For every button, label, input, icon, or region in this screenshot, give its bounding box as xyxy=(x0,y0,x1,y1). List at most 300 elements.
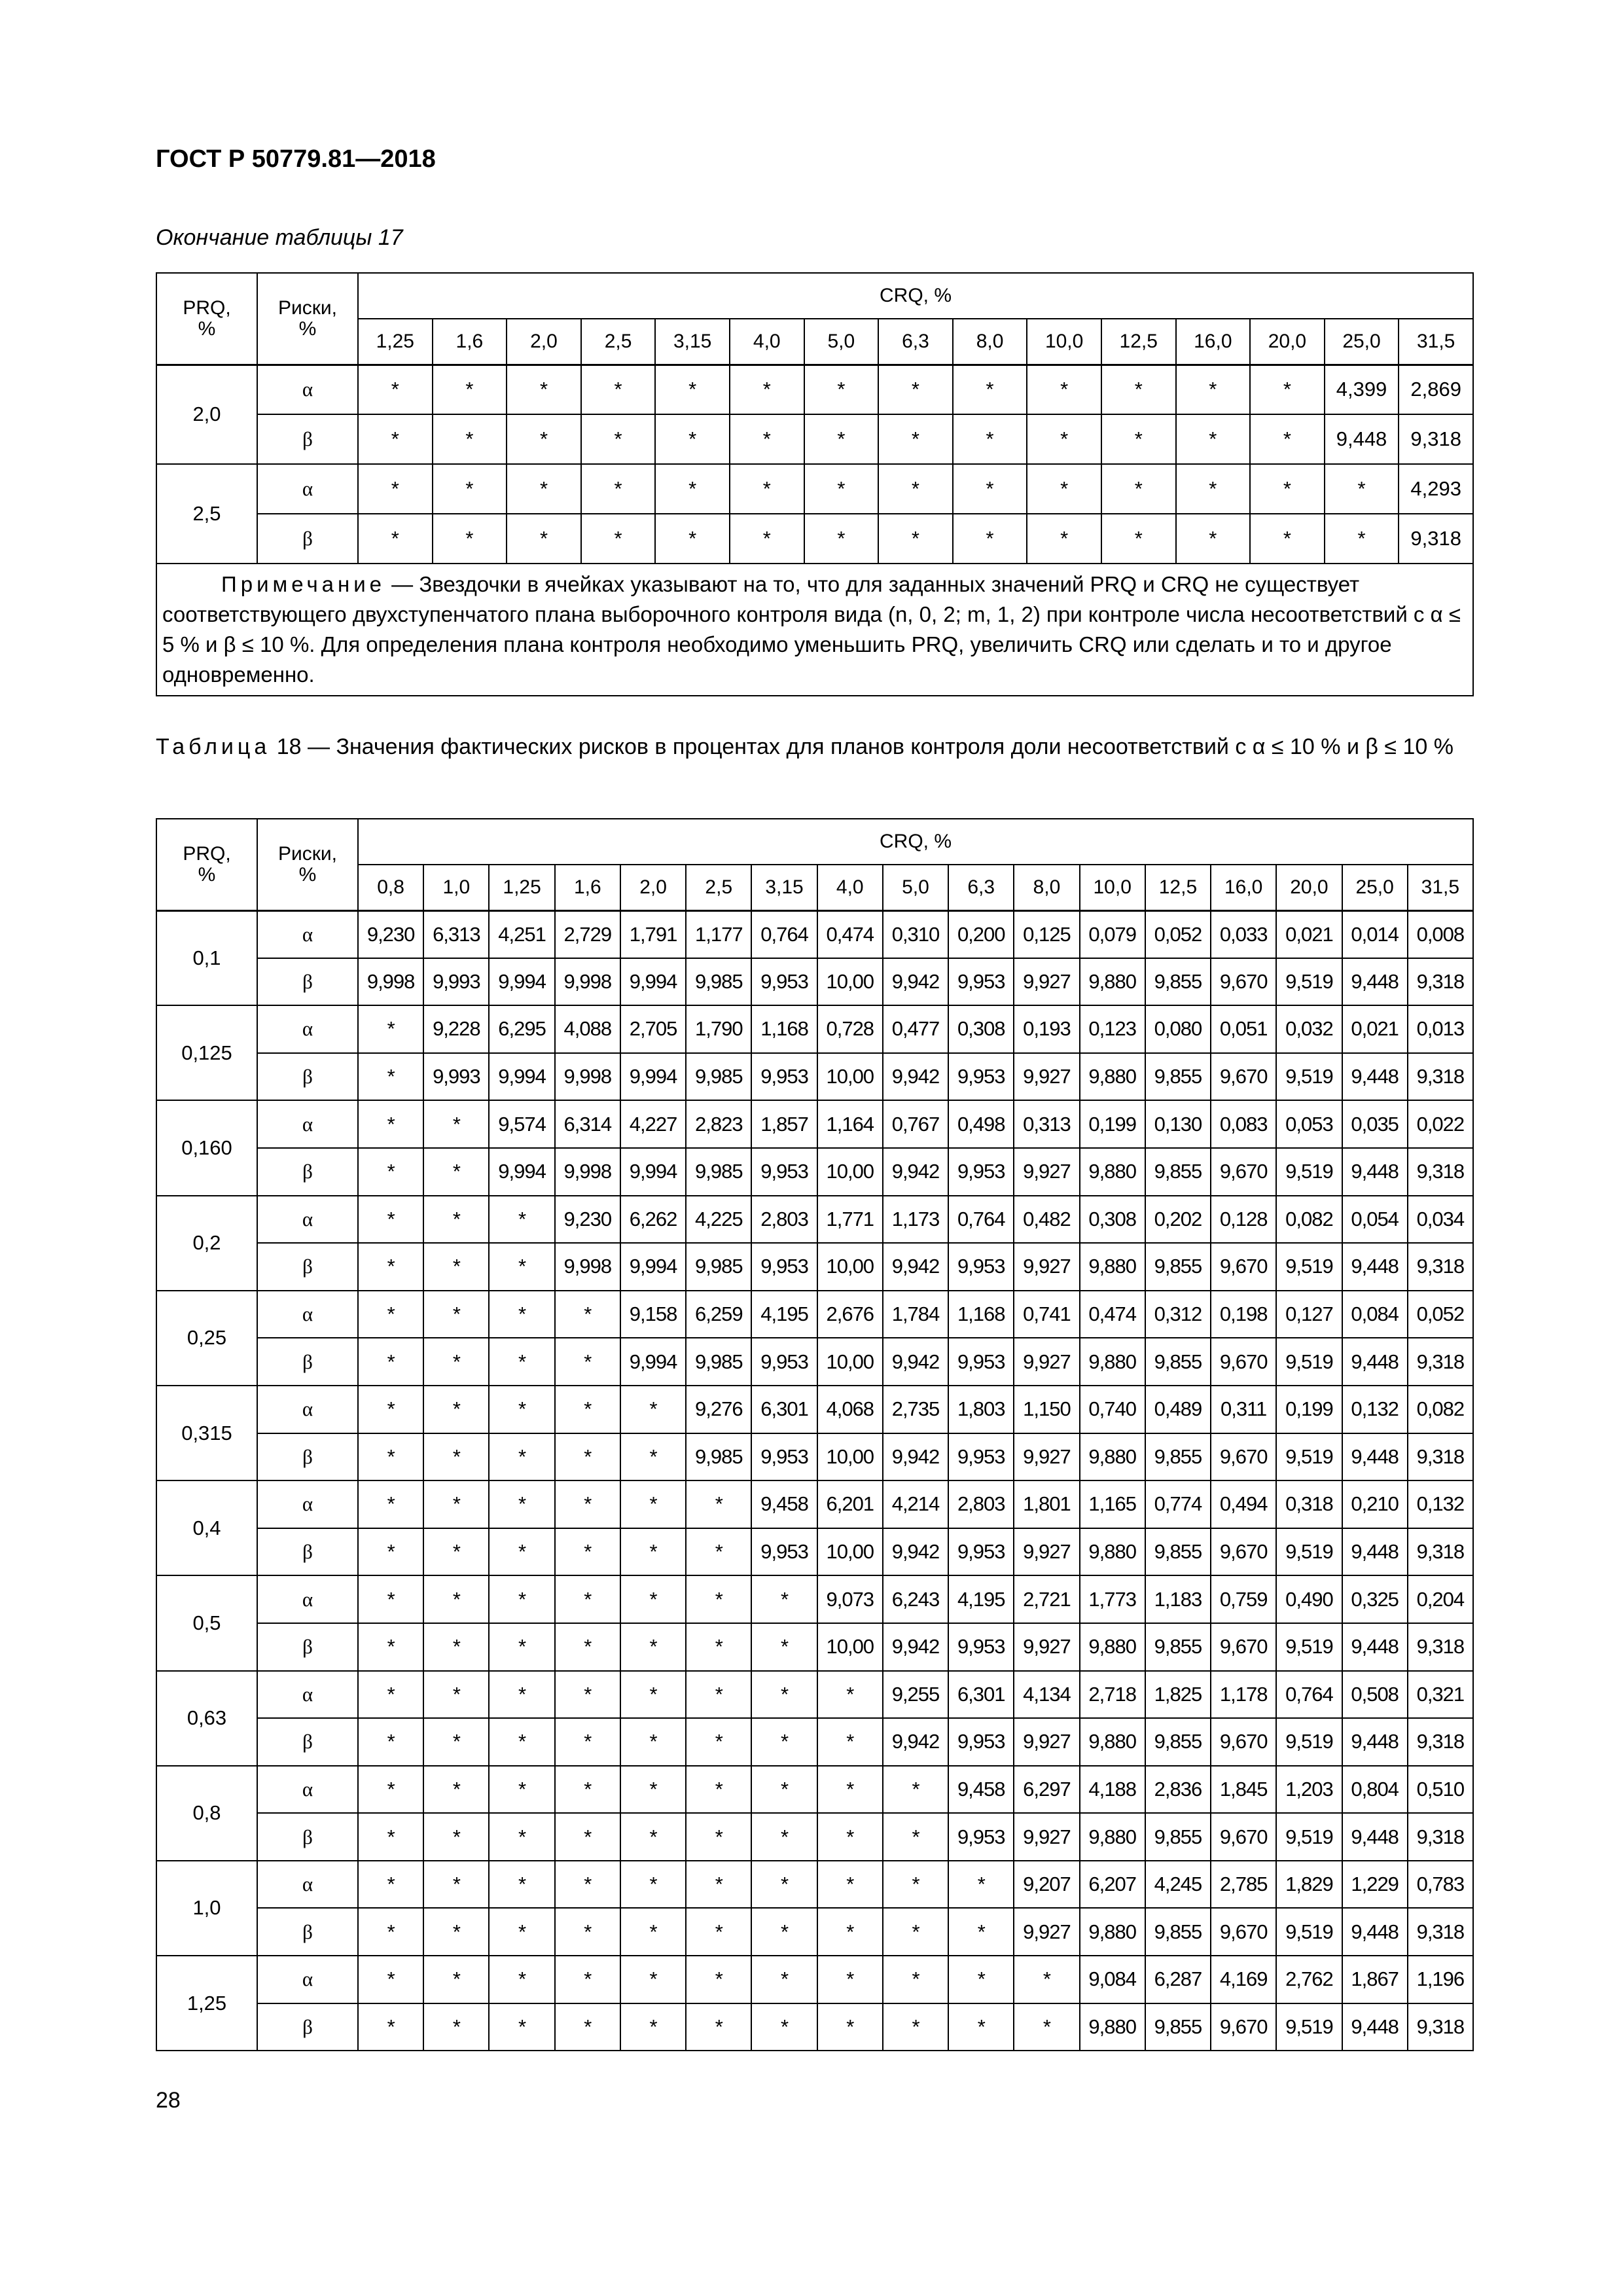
value-cell: * xyxy=(1176,514,1251,564)
value-cell: * xyxy=(620,1718,686,1766)
value-cell: 0,308 xyxy=(1080,1196,1145,1244)
value-cell: * xyxy=(686,1623,751,1671)
value-cell: * xyxy=(948,1861,1014,1909)
value-cell: * xyxy=(1101,514,1176,564)
alpha-label: α xyxy=(257,464,358,514)
table-row xyxy=(156,1480,1473,1528)
value-cell: * xyxy=(620,1528,686,1576)
value-cell: 9,998 xyxy=(555,1243,620,1291)
value-cell: 1,784 xyxy=(883,1291,948,1338)
value-cell: 6,301 xyxy=(948,1671,1014,1719)
value-cell: 9,519 xyxy=(1276,958,1342,1006)
value-cell: 9,953 xyxy=(948,1148,1014,1196)
beta-label: β xyxy=(257,514,358,564)
value-cell: 0,783 xyxy=(1408,1861,1473,1909)
value-cell: 9,985 xyxy=(686,1243,751,1291)
value-cell: 9,670 xyxy=(1211,1718,1276,1766)
value-cell: 0,022 xyxy=(1408,1100,1473,1148)
value-cell: 0,052 xyxy=(1145,910,1211,958)
value-cell: 9,230 xyxy=(358,910,423,958)
value-cell: * xyxy=(489,1671,554,1719)
value-cell: * xyxy=(655,464,730,514)
value-cell: * xyxy=(817,1671,883,1719)
value-cell: 4,293 xyxy=(1399,464,1473,514)
value-cell: 0,764 xyxy=(751,910,817,958)
header-row xyxy=(156,819,1473,865)
value-cell: 0,318 xyxy=(1276,1480,1342,1528)
value-cell: 9,880 xyxy=(1080,2003,1145,2051)
value-cell: 2,803 xyxy=(751,1196,817,1244)
value-cell: 9,985 xyxy=(686,1433,751,1481)
value-cell: * xyxy=(1325,464,1399,514)
value-cell: 9,953 xyxy=(948,1338,1014,1386)
alpha-label: α xyxy=(257,910,358,958)
value-cell: 0,082 xyxy=(1276,1196,1342,1244)
table-row xyxy=(156,1766,1473,1814)
value-cell: 9,855 xyxy=(1145,1528,1211,1576)
value-cell: 1,173 xyxy=(883,1196,948,1244)
value-cell: * xyxy=(489,1196,554,1244)
prq-cell: 2,5 xyxy=(156,464,257,564)
value-cell: * xyxy=(423,1575,489,1623)
beta-label: β xyxy=(257,1243,358,1291)
value-cell: * xyxy=(686,1813,751,1861)
crq-value: 5,0 xyxy=(883,865,948,910)
value-cell: 0,311 xyxy=(1211,1386,1276,1433)
value-cell: 0,490 xyxy=(1276,1575,1342,1623)
value-cell: * xyxy=(423,2003,489,2051)
crq-value: 25,0 xyxy=(1325,319,1399,365)
beta-label: β xyxy=(257,2003,358,2051)
value-cell: * xyxy=(555,1908,620,1956)
crq-value: 0,8 xyxy=(358,865,423,910)
crq-value: 31,5 xyxy=(1399,319,1473,365)
value-cell: * xyxy=(1250,464,1325,514)
value-cell: * xyxy=(620,1480,686,1528)
beta-label: β xyxy=(257,414,358,464)
table-row xyxy=(156,1291,1473,1338)
value-cell: 9,855 xyxy=(1145,1433,1211,1481)
value-cell: * xyxy=(581,365,656,414)
crq-value: 1,6 xyxy=(555,865,620,910)
value-cell: * xyxy=(686,1908,751,1956)
value-cell: * xyxy=(655,514,730,564)
value-cell: 1,857 xyxy=(751,1100,817,1148)
value-cell: 10,00 xyxy=(817,958,883,1006)
value-cell: 9,519 xyxy=(1276,1623,1342,1671)
value-cell: 9,073 xyxy=(817,1575,883,1623)
value-cell: * xyxy=(358,1528,423,1576)
table-row xyxy=(156,365,1473,414)
alpha-label: α xyxy=(257,1480,358,1528)
value-cell: 9,519 xyxy=(1276,1053,1342,1101)
value-cell: 1,168 xyxy=(948,1291,1014,1338)
value-cell: 4,195 xyxy=(751,1291,817,1338)
value-cell: * xyxy=(507,365,581,414)
prq-cell: 1,25 xyxy=(156,1956,257,2051)
value-cell: 9,670 xyxy=(1211,1528,1276,1576)
value-cell: 4,134 xyxy=(1014,1671,1079,1719)
value-cell: 9,953 xyxy=(751,1148,817,1196)
value-cell: * xyxy=(423,1148,489,1196)
value-cell: 0,128 xyxy=(1211,1196,1276,1244)
value-cell: 9,880 xyxy=(1080,1243,1145,1291)
value-cell: * xyxy=(489,1575,554,1623)
value-cell: 0,014 xyxy=(1342,910,1408,958)
crq-value: 1,25 xyxy=(489,865,554,910)
value-cell: 4,251 xyxy=(489,910,554,958)
value-cell: 2,705 xyxy=(620,1005,686,1053)
value-cell: * xyxy=(489,1480,554,1528)
value-cell: 9,318 xyxy=(1408,1243,1473,1291)
value-cell: * xyxy=(686,2003,751,2051)
value-cell: 0,052 xyxy=(1408,1291,1473,1338)
value-cell: 9,994 xyxy=(489,1053,554,1101)
value-cell: 9,855 xyxy=(1145,1243,1211,1291)
value-cell: * xyxy=(358,1956,423,2003)
table-row xyxy=(156,514,1473,564)
value-cell: 1,164 xyxy=(817,1100,883,1148)
value-cell: * xyxy=(433,365,507,414)
value-cell: 9,448 xyxy=(1325,414,1399,464)
value-cell: * xyxy=(358,1908,423,1956)
value-cell: * xyxy=(555,1671,620,1719)
table-row xyxy=(156,1338,1473,1386)
value-cell: 9,448 xyxy=(1342,1243,1408,1291)
value-cell: 1,178 xyxy=(1211,1671,1276,1719)
value-cell: 9,228 xyxy=(423,1005,489,1053)
value-cell: 0,200 xyxy=(948,910,1014,958)
crq-value: 2,0 xyxy=(507,319,581,365)
value-cell: * xyxy=(423,1338,489,1386)
value-cell: 9,084 xyxy=(1080,1956,1145,2003)
value-cell: 0,123 xyxy=(1080,1005,1145,1053)
value-cell: * xyxy=(620,1766,686,1814)
value-cell: * xyxy=(751,1813,817,1861)
value-cell: 1,791 xyxy=(620,910,686,958)
value-cell: 10,00 xyxy=(817,1433,883,1481)
value-cell: 0,764 xyxy=(948,1196,1014,1244)
page-number: 28 xyxy=(156,2088,181,2113)
table-row xyxy=(156,464,1473,514)
value-cell: 9,855 xyxy=(1145,1148,1211,1196)
value-cell: 0,132 xyxy=(1342,1386,1408,1433)
value-cell: 9,519 xyxy=(1276,1243,1342,1291)
value-cell: 9,985 xyxy=(686,1053,751,1101)
value-cell: * xyxy=(1101,414,1176,464)
value-cell: * xyxy=(423,1291,489,1338)
prq-cell: 0,1 xyxy=(156,910,257,1005)
value-cell: * xyxy=(423,1813,489,1861)
value-cell: * xyxy=(751,1861,817,1909)
value-cell: 4,225 xyxy=(686,1196,751,1244)
value-cell: * xyxy=(730,414,804,464)
value-cell: * xyxy=(489,2003,554,2051)
value-cell: 10,00 xyxy=(817,1338,883,1386)
value-cell: 9,993 xyxy=(423,958,489,1006)
value-cell: * xyxy=(423,1956,489,2003)
value-cell: * xyxy=(804,414,879,464)
value-cell: * xyxy=(817,2003,883,2051)
value-cell: 0,759 xyxy=(1211,1575,1276,1623)
value-cell: 10,00 xyxy=(817,1623,883,1671)
value-cell: 9,993 xyxy=(423,1053,489,1101)
value-cell: 9,927 xyxy=(1014,1053,1079,1101)
value-cell: * xyxy=(948,1908,1014,1956)
value-cell: * xyxy=(686,1575,751,1623)
prq-cell: 2,0 xyxy=(156,365,257,464)
value-cell: 9,994 xyxy=(620,1243,686,1291)
crq-value: 6,3 xyxy=(878,319,953,365)
value-cell: 9,318 xyxy=(1408,1053,1473,1101)
value-cell: 9,994 xyxy=(620,1053,686,1101)
value-cell: 9,318 xyxy=(1408,1528,1473,1576)
prq-cell: 0,2 xyxy=(156,1196,257,1291)
value-cell: 9,207 xyxy=(1014,1861,1079,1909)
value-cell: * xyxy=(878,464,953,514)
value-cell: * xyxy=(555,1291,620,1338)
value-cell: * xyxy=(1014,2003,1079,2051)
value-cell: 0,202 xyxy=(1145,1196,1211,1244)
value-cell: 9,953 xyxy=(948,1243,1014,1291)
table-row xyxy=(156,1956,1473,2003)
crq-value: 4,0 xyxy=(730,319,804,365)
value-cell: * xyxy=(953,514,1027,564)
value-cell: 9,670 xyxy=(1211,1433,1276,1481)
value-cell: 9,670 xyxy=(1211,1623,1276,1671)
value-cell: 2,718 xyxy=(1080,1671,1145,1719)
value-cell: 9,953 xyxy=(751,1053,817,1101)
value-cell: * xyxy=(358,1196,423,1244)
crq-value: 4,0 xyxy=(817,865,883,910)
value-cell: * xyxy=(581,514,656,564)
value-cell: * xyxy=(358,1433,423,1481)
value-cell: 9,458 xyxy=(751,1480,817,1528)
value-cell: * xyxy=(620,1575,686,1623)
table-row xyxy=(156,1813,1473,1861)
crq-value: 5,0 xyxy=(804,319,879,365)
value-cell: 4,188 xyxy=(1080,1766,1145,1814)
value-cell: * xyxy=(433,414,507,464)
prq-cell: 0,25 xyxy=(156,1291,257,1386)
value-cell: 1,845 xyxy=(1211,1766,1276,1814)
value-cell: 0,082 xyxy=(1408,1386,1473,1433)
value-cell: 9,927 xyxy=(1014,1623,1079,1671)
value-cell: * xyxy=(423,1528,489,1576)
value-cell: * xyxy=(423,1100,489,1148)
value-cell: 2,729 xyxy=(555,910,620,958)
column-header-risk: Риски, % xyxy=(257,819,358,910)
value-cell: 0,130 xyxy=(1145,1100,1211,1148)
value-cell: * xyxy=(358,2003,423,2051)
value-cell: * xyxy=(953,365,1027,414)
value-cell: 10,00 xyxy=(817,1243,883,1291)
column-header-prq: PRQ, % xyxy=(156,819,257,910)
value-cell: * xyxy=(489,1291,554,1338)
table-row xyxy=(156,1861,1473,1909)
value-cell: 2,803 xyxy=(948,1480,1014,1528)
value-cell: * xyxy=(423,1433,489,1481)
value-cell: 9,953 xyxy=(751,1528,817,1576)
value-cell: * xyxy=(751,1623,817,1671)
value-cell: 9,927 xyxy=(1014,958,1079,1006)
value-cell: * xyxy=(686,1718,751,1766)
value-cell: 9,276 xyxy=(686,1386,751,1433)
value-cell: 9,670 xyxy=(1211,958,1276,1006)
value-cell: 9,670 xyxy=(1211,1908,1276,1956)
value-cell: 9,953 xyxy=(948,1813,1014,1861)
value-cell: 0,079 xyxy=(1080,910,1145,958)
value-cell: * xyxy=(817,1718,883,1766)
value-cell: 9,942 xyxy=(883,1243,948,1291)
value-cell: 0,482 xyxy=(1014,1196,1079,1244)
value-cell: 0,083 xyxy=(1211,1100,1276,1148)
value-cell: 0,740 xyxy=(1080,1386,1145,1433)
value-cell: 10,00 xyxy=(817,1148,883,1196)
value-cell: 0,325 xyxy=(1342,1575,1408,1623)
note-cell xyxy=(156,564,1473,696)
value-cell: 2,676 xyxy=(817,1291,883,1338)
value-cell: 9,998 xyxy=(555,1053,620,1101)
value-cell: 6,295 xyxy=(489,1005,554,1053)
prq-cell: 0,63 xyxy=(156,1671,257,1766)
value-cell: * xyxy=(751,1766,817,1814)
value-cell: * xyxy=(489,1861,554,1909)
column-header-crq: CRQ, % xyxy=(358,819,1473,865)
beta-label: β xyxy=(257,1813,358,1861)
table-row xyxy=(156,1575,1473,1623)
value-cell: * xyxy=(358,365,433,414)
value-cell: 9,942 xyxy=(883,1718,948,1766)
value-cell: 0,021 xyxy=(1342,1005,1408,1053)
value-cell: * xyxy=(1176,414,1251,464)
value-cell: 9,927 xyxy=(1014,1528,1079,1576)
table-row xyxy=(156,958,1473,1006)
value-cell: 6,297 xyxy=(1014,1766,1079,1814)
prq-cell: 0,5 xyxy=(156,1575,257,1670)
value-cell: * xyxy=(423,1623,489,1671)
value-cell: 4,195 xyxy=(948,1575,1014,1623)
value-cell: 9,855 xyxy=(1145,1623,1211,1671)
table-row xyxy=(156,1196,1473,1244)
value-cell: * xyxy=(489,1813,554,1861)
crq-value: 1,25 xyxy=(358,319,433,365)
value-cell: * xyxy=(423,1386,489,1433)
value-cell: * xyxy=(686,1956,751,2003)
value-cell: 0,774 xyxy=(1145,1480,1211,1528)
value-cell: * xyxy=(423,1766,489,1814)
value-cell: 6,301 xyxy=(751,1386,817,1433)
table18-caption-label: Таблица xyxy=(156,734,271,759)
note-row xyxy=(156,564,1473,696)
value-cell: 6,207 xyxy=(1080,1861,1145,1909)
value-cell: 6,201 xyxy=(817,1480,883,1528)
value-cell: 0,498 xyxy=(948,1100,1014,1148)
value-cell: 1,825 xyxy=(1145,1671,1211,1719)
value-cell: 9,994 xyxy=(620,1148,686,1196)
beta-label: β xyxy=(257,1908,358,1956)
crq-value: 3,15 xyxy=(655,319,730,365)
crq-value: 1,0 xyxy=(423,865,489,910)
value-cell: 9,318 xyxy=(1408,1338,1473,1386)
value-cell: 0,132 xyxy=(1408,1480,1473,1528)
value-cell: 0,204 xyxy=(1408,1575,1473,1623)
beta-label: β xyxy=(257,1528,358,1576)
alpha-label: α xyxy=(257,365,358,414)
value-cell: * xyxy=(555,1575,620,1623)
value-cell: * xyxy=(1027,514,1101,564)
value-cell: 0,321 xyxy=(1408,1671,1473,1719)
value-cell: 9,880 xyxy=(1080,1528,1145,1576)
value-cell: 9,942 xyxy=(883,1148,948,1196)
value-cell: 9,985 xyxy=(686,1148,751,1196)
note-label: Примечание xyxy=(221,572,386,596)
beta-label: β xyxy=(257,1053,358,1101)
value-cell: 9,448 xyxy=(1342,1718,1408,1766)
value-cell: * xyxy=(804,365,879,414)
value-cell: 9,985 xyxy=(686,958,751,1006)
value-cell: * xyxy=(358,1575,423,1623)
crq-value: 12,5 xyxy=(1145,865,1211,910)
value-cell: 9,942 xyxy=(883,1528,948,1576)
value-cell: 9,880 xyxy=(1080,1908,1145,1956)
value-cell: * xyxy=(730,365,804,414)
value-cell: 9,927 xyxy=(1014,1433,1079,1481)
value-cell: 0,312 xyxy=(1145,1291,1211,1338)
value-cell: * xyxy=(507,464,581,514)
value-cell: 9,953 xyxy=(948,1718,1014,1766)
value-cell: 9,448 xyxy=(1342,1813,1408,1861)
crq-value: 2,0 xyxy=(620,865,686,910)
crq-value: 8,0 xyxy=(1014,865,1079,910)
value-cell: 9,880 xyxy=(1080,1718,1145,1766)
value-cell: * xyxy=(878,514,953,564)
value-cell: * xyxy=(358,414,433,464)
crq-value: 8,0 xyxy=(953,319,1027,365)
value-cell: 1,803 xyxy=(948,1386,1014,1433)
value-cell: * xyxy=(655,414,730,464)
value-cell: * xyxy=(817,1861,883,1909)
value-cell: * xyxy=(555,1528,620,1576)
value-cell: 0,053 xyxy=(1276,1100,1342,1148)
value-cell: * xyxy=(358,1243,423,1291)
table-row xyxy=(156,1908,1473,1956)
value-cell: * xyxy=(358,1100,423,1148)
value-cell: 10,00 xyxy=(817,1528,883,1576)
table-row xyxy=(156,910,1473,958)
value-cell: 4,399 xyxy=(1325,365,1399,414)
value-cell: 0,308 xyxy=(948,1005,1014,1053)
prq-cell: 0,8 xyxy=(156,1766,257,1861)
value-cell: 9,880 xyxy=(1080,958,1145,1006)
value-cell: * xyxy=(620,1386,686,1433)
value-cell: * xyxy=(686,1861,751,1909)
table-row xyxy=(156,1243,1473,1291)
value-cell: * xyxy=(883,1861,948,1909)
value-cell: * xyxy=(555,1386,620,1433)
value-cell: 2,735 xyxy=(883,1386,948,1433)
value-cell: 9,670 xyxy=(1211,1243,1276,1291)
value-cell: * xyxy=(953,414,1027,464)
value-cell: 1,196 xyxy=(1408,1956,1473,2003)
table-18 xyxy=(156,818,1474,2051)
table-row xyxy=(156,1623,1473,1671)
value-cell: 9,670 xyxy=(1211,1148,1276,1196)
value-cell: 9,855 xyxy=(1145,2003,1211,2051)
value-cell: 4,227 xyxy=(620,1100,686,1148)
value-cell: * xyxy=(358,1005,423,1053)
value-cell: 9,927 xyxy=(1014,1813,1079,1861)
